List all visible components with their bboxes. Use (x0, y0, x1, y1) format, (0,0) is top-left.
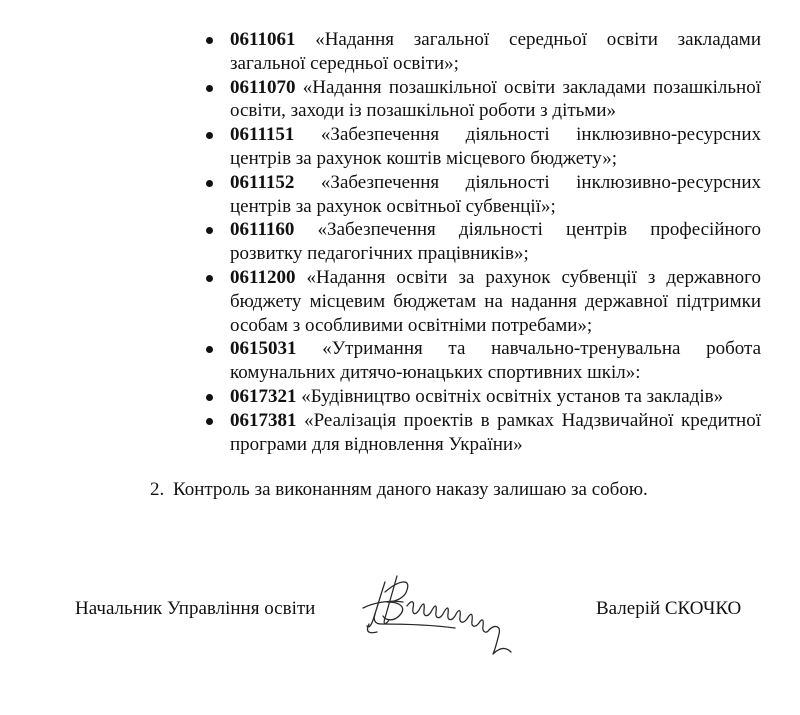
clause-number: 2. (150, 479, 165, 500)
bullet-icon (206, 180, 213, 187)
program-code: 0611152 (230, 171, 295, 193)
bullet-icon (206, 37, 213, 44)
signatory-position: Начальник Управління освіти (75, 598, 316, 619)
list-item (203, 409, 761, 457)
list-item (203, 171, 761, 219)
bullet-icon (206, 346, 213, 353)
program-code: 0611160 (230, 219, 295, 241)
program-description: «Утримання та навчально-тренувальна робота комунальних дитячо-юнацьких спортивних шкіл»: (230, 338, 761, 384)
program-description: «Надання загальної середньої освіти закладами загальної середньої освіти»; (230, 29, 761, 74)
program-description: «Надання позашкільної освіти закладами позашкільної освіти, заходи із позашкільної роботи з дітьми» (230, 76, 762, 122)
bullet-icon (206, 85, 213, 92)
program-code: 0611151 (230, 124, 295, 146)
list-item (203, 266, 761, 337)
program-code: 0611200 (230, 266, 296, 288)
program-description: «Будівництво освітніх освітніх установ та закладів» (301, 385, 724, 407)
control-clause (150, 478, 648, 502)
list-item (203, 337, 761, 385)
program-description: «Забезпечення діяльності інклюзивно-ресурсних центрів за рахунок освітньої субвенції»; (230, 171, 762, 217)
budget-program-list (203, 28, 761, 456)
bullet-icon (206, 132, 213, 139)
program-code: 0617321 (230, 385, 297, 407)
program-code: 0611070 (230, 76, 296, 98)
clause-text: Контроль за виконанням даного наказу залишаю за собою. (173, 479, 648, 500)
bullet-icon (206, 275, 213, 282)
list-item (203, 76, 761, 124)
bullet-icon (206, 418, 213, 425)
program-code: 0615031 (230, 338, 297, 360)
signatory-name: Валерій СКОЧКО (596, 598, 742, 619)
list-item (203, 123, 761, 171)
program-description: «Забезпечення діяльності інклюзивно-ресурсних центрів за рахунок коштів місцевого бюджету»; (230, 124, 762, 169)
list-item (203, 218, 761, 266)
program-description: «Реалізація проектів в рамках Надзвичайної кредитної програми для відновлення України» (230, 409, 761, 455)
bullet-icon (206, 227, 213, 234)
program-code: 0617381 (230, 409, 297, 431)
handwritten-signature (355, 562, 525, 662)
list-item (203, 385, 761, 409)
program-description: «Забезпечення діяльності центрів професійного розвитку педагогічних працівників»; (230, 219, 761, 265)
program-description: «Надання освіти за рахунок субвенції з державного бюджету місцевим бюджетам на надання державної підтримки особам з особливими освітніми потребами»; (230, 266, 762, 336)
bullet-icon (206, 394, 213, 401)
list-item (203, 28, 761, 76)
program-code: 0611061 (230, 29, 296, 50)
